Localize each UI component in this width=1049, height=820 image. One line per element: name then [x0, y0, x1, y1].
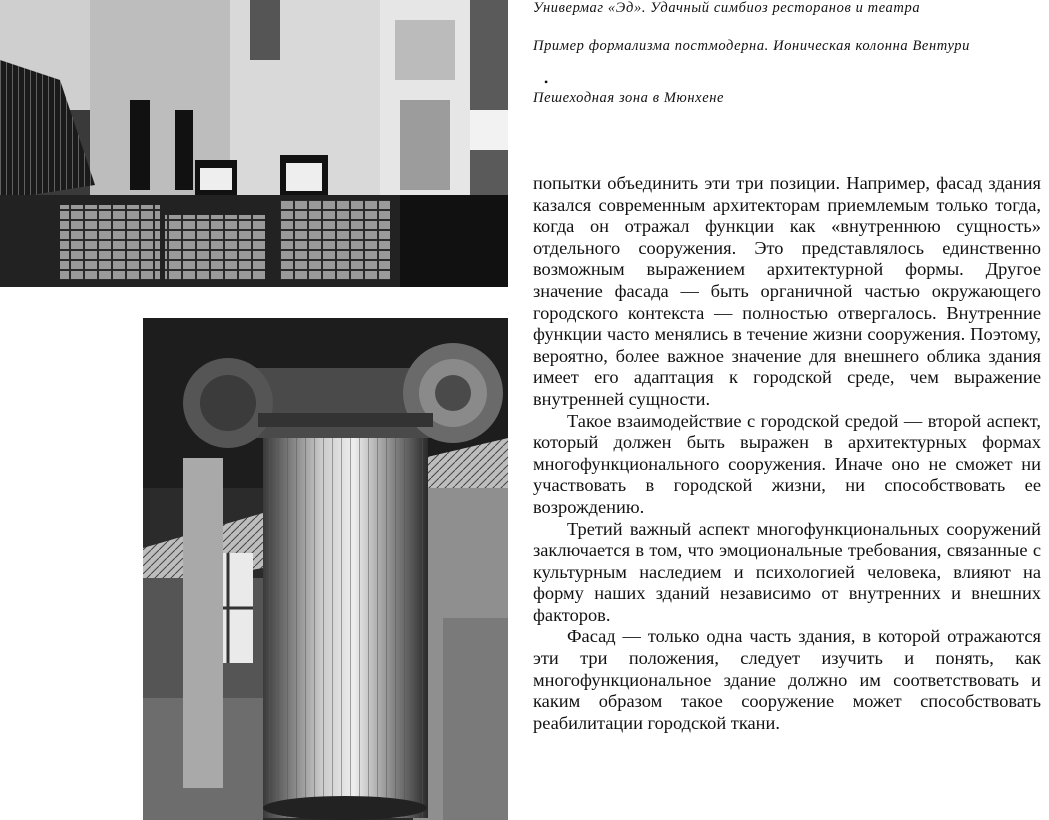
caption-department-store: Универмаг «Эд». Удачный симбиоз ресторанов и театра [533, 0, 921, 16]
body-paragraph-2: Такое взаимодействие с городской средой — второй аспект, который должен быть выражен в архитектурных формах многофункционального сооружения. Иначе оно не сможет ни участвовать в городской жизни, ни способствовать ее возрождению. [533, 410, 1041, 517]
body-paragraph-4: Фасад — только одна часть здания, в которой отражаются эти три положения, следует изучить и понять, как многофункциональное здание должно им соответствовать и каким образом такое сооружение может способствовать реабилитации городской ткани. [533, 626, 1041, 733]
body-text-column [533, 173, 1041, 734]
caption-ionic-column: Пример формализма постмодерна. Ионическая колонна Вентури [533, 38, 970, 54]
photo-ionic-column-image [143, 318, 508, 820]
photo-storefront-image [0, 0, 508, 287]
body-paragraph-1: попытки объединить эти три позиции. Например, фасад здания казался современным архитекторам приемлемым только тогда, когда он отражал функции как «внутреннюю сущность» отдельного сооружения. Это представлялось единственно возможным выражением архитектурной формы. Другое значение фасада — быть органичной частью окружающего городского контекста — полностью отвергалось. Внутренние функции часто менялись в течение жизни сооружения. Поэтому, вероятно, более важное значение для внешнего облика здания имеет его адаптация к городской среде, чем выражение внутренней сущности. [533, 173, 1041, 409]
caption-pedestrian-zone: Пешеходная зона в Мюнхене [533, 90, 725, 106]
photo-ionic-column [143, 318, 508, 820]
body-paragraph-3: Третий важный аспект многофункциональных сооружений заключается в том, что эмоциональные требования, связанные с культурным наследием и психологией человека, влияют на форму наших зданий независимо от внутренних и внешних факторов. [533, 518, 1041, 625]
stray-dot: • [544, 75, 549, 89]
photo-storefront [0, 0, 508, 287]
